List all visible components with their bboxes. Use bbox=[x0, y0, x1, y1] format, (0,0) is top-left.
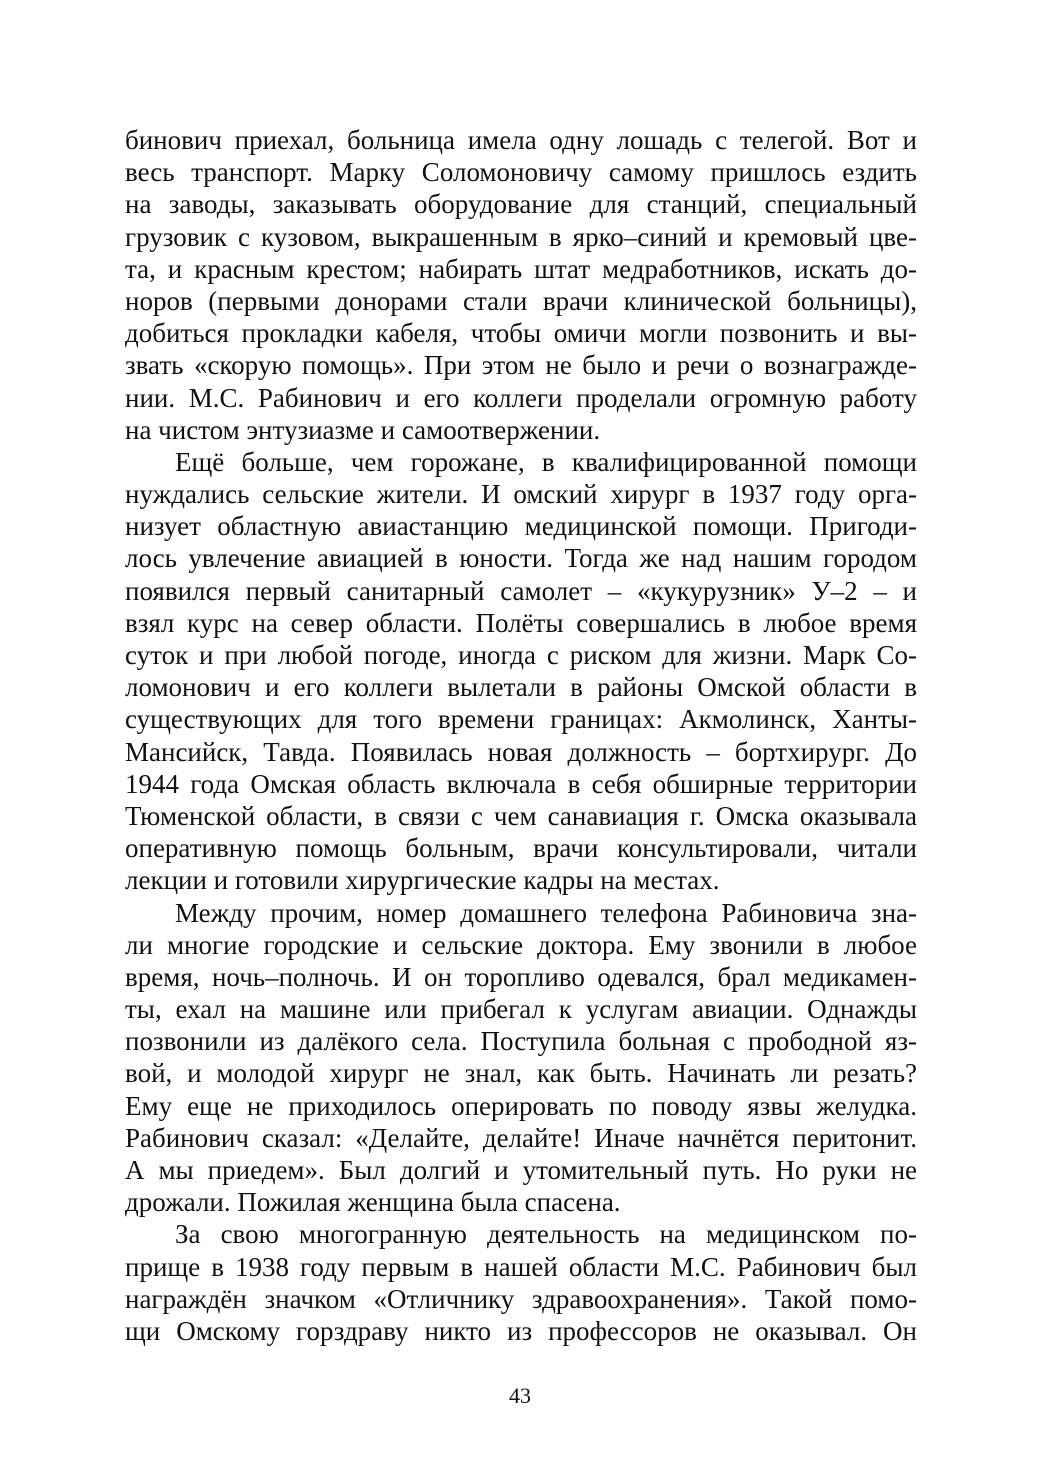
text-line: За свою многогранную деятельность на медицинском по- bbox=[175, 1219, 917, 1250]
text-line: ты, ехал на машине или прибегал к услугам авиации. Однажды bbox=[125, 994, 917, 1025]
text-line: Ему еще не приходилось оперировать по поводу язвы желудка. bbox=[125, 1090, 917, 1121]
text-line: существующих для того времени границах: Акмолинск, Ханты- bbox=[125, 704, 917, 735]
text-line: А мы приедем». Был долгий и утомительный путь. Но руки не bbox=[125, 1155, 917, 1185]
paragraph-3 bbox=[125, 897, 917, 1219]
text-line: прище в 1938 году первым в нашей области М.С. Рабинович был bbox=[125, 1251, 917, 1282]
paragraph-1 bbox=[125, 124, 917, 446]
text-line: взял курс на север области. Полёты совершались в любое время bbox=[125, 607, 917, 638]
text-line: суток и при любой погоде, иногда с риском для жизни. Марк Со- bbox=[125, 640, 917, 670]
text-line: грузовик с кузовом, выкрашенным в ярко–синий и кремовый цве- bbox=[125, 221, 917, 252]
text-line: появился первый санитарный самолет – «кукурузник» У–2 – и bbox=[125, 575, 917, 606]
page-number: 43 bbox=[509, 1383, 531, 1408]
text-line: Мансийск, Тавда. Появилась новая должность – бортхирург. До bbox=[125, 736, 917, 767]
text-line: Рабинович сказал: «Делайте, делайте! Иначе начнётся перитонит. bbox=[125, 1122, 917, 1153]
text-line: Тюменской области, в связи с чем санавиация г. Омска оказывала bbox=[125, 800, 917, 831]
text-line: весь транспорт. Марку Соломоновичу самому пришлось ездить bbox=[125, 157, 917, 188]
text-line: лось увлечение авиацией в юности. Тогда же над нашим городом bbox=[125, 543, 917, 574]
text-line: оперативную помощь больным, врачи консультировали, читали bbox=[125, 833, 917, 864]
text-line: та, и красным крестом; набирать штат медработников, искать до- bbox=[125, 253, 917, 284]
text-line: нуждались сельские жители. И омский хирург в 1937 году орга- bbox=[125, 479, 917, 510]
text-line: бинович приехал, больница имела одну лошадь с телегой. Вот и bbox=[125, 125, 917, 155]
text-line: позвонили из далёкого села. Поступила больная с прободной яз- bbox=[125, 1026, 917, 1057]
text-line: норов (первыми донорами стали врачи клинической больницы), bbox=[125, 285, 917, 316]
text-line: щи Омскому горздраву никто из профессоров не оказывал. Он bbox=[125, 1315, 917, 1346]
text-line: ломонович и его коллеги вылетали в районы Омской области в bbox=[125, 672, 917, 703]
text-line: вой, и молодой хирург не знал, как быть. Начинать ли резать? bbox=[125, 1058, 917, 1089]
text-line: нии. М.С. Рабинович и его коллеги проделали огромную работу bbox=[125, 382, 917, 413]
text-line: лекции и готовили хирургические кадры на местах. bbox=[125, 865, 720, 896]
text-line: низует областную авиастанцию медицинской помощи. Пригоди- bbox=[125, 511, 917, 542]
text-line: на заводы, заказывать оборудование для станций, специальный bbox=[125, 189, 917, 220]
text-line: Между прочим, номер домашнего телефона Рабиновича зна- bbox=[175, 897, 917, 928]
text-line: ли многие городские и сельские доктора. Ему звонили в любое bbox=[125, 929, 917, 960]
paragraph-2 bbox=[125, 446, 917, 897]
text-line: 1944 года Омская область включала в себя обширные территории bbox=[125, 768, 917, 799]
text-line: звать «скорую помощь». При этом не было и речи о вознагражде- bbox=[125, 350, 917, 381]
body-text bbox=[125, 124, 917, 1347]
text-line: награждён значком «Отличнику здравоохранения». Такой помо- bbox=[125, 1283, 917, 1314]
text-line: Ещё больше, чем горожане, в квалифицированной помощи bbox=[175, 446, 917, 477]
text-line: дрожали. Пожилая женщина была спасена. bbox=[125, 1187, 621, 1218]
paragraph-4 bbox=[125, 1218, 917, 1347]
text-line: на чистом энтузиазме и самоотвержении. bbox=[125, 414, 601, 445]
text-line: время, ночь–полночь. И он торопливо одевался, брал медикамен- bbox=[125, 961, 917, 992]
text-line: добиться прокладки кабеля, чтобы омичи могли позвонить и вы- bbox=[125, 318, 917, 349]
